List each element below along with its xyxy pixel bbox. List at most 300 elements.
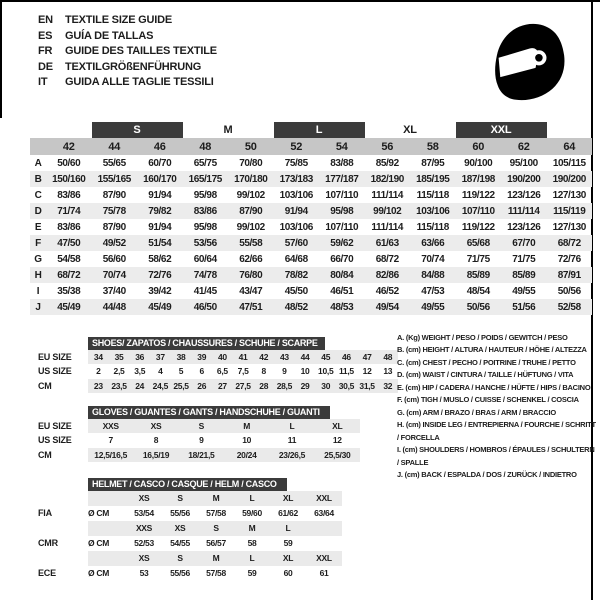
cell-value: 37/40 xyxy=(102,285,126,297)
cell-value: 2 xyxy=(96,366,101,377)
measurement-row-b xyxy=(30,171,592,187)
size-label: S xyxy=(177,493,183,503)
cell-value: 23/26,5 xyxy=(278,449,306,460)
cell-value: 60/64 xyxy=(193,253,217,265)
cell-value: 46/50 xyxy=(183,299,229,315)
cell-value: 95/100 xyxy=(509,157,538,169)
cell-value: 185/195 xyxy=(410,171,456,187)
cell-value: 78/82 xyxy=(274,267,320,283)
cell-value: 87/90 xyxy=(102,189,126,201)
cell-value: 60/70 xyxy=(148,157,172,169)
row-label: US SIZE xyxy=(38,366,72,377)
cell-value: 5 xyxy=(178,366,184,377)
helmet-icon-svg xyxy=(486,14,570,110)
cell-value: 45 xyxy=(321,352,331,362)
size-label: S xyxy=(213,523,219,533)
legend-item: J. (cm) BACK / ESPALDA / DOS / ZURÜCK / INDIETRO xyxy=(397,469,577,479)
cell-value: 44/48 xyxy=(92,299,138,315)
cell-value: 190/200 xyxy=(501,171,547,187)
cell-value: 83/86 xyxy=(57,189,81,201)
cell-value: 68/72 xyxy=(375,253,399,265)
cell-value: 45/49 xyxy=(46,299,92,315)
cell-value: 59/62 xyxy=(319,235,365,251)
size-label: XXS xyxy=(135,523,153,533)
cell-value: 54/58 xyxy=(57,253,81,265)
frame-top-border xyxy=(0,0,600,2)
row-label: CM xyxy=(38,449,52,460)
helmet-values-row-ece xyxy=(30,566,342,581)
unit-label: Ø CM xyxy=(88,538,109,548)
size-number: 62 xyxy=(501,138,547,155)
cell-value: 59/60 xyxy=(242,508,262,518)
standard-label: ECE xyxy=(38,568,56,578)
cell-value: 6 xyxy=(199,366,204,377)
cell-value: 54/55 xyxy=(170,538,190,548)
cell-value: 39/42 xyxy=(148,285,172,297)
cell-value: 37 xyxy=(155,352,165,362)
cell-value: 29 xyxy=(300,380,310,391)
cell-value: 36 xyxy=(135,352,145,362)
measurement-row-j xyxy=(30,299,592,315)
standard-label: FIA xyxy=(38,508,52,518)
cell-value: 105/115 xyxy=(552,157,586,169)
row-letter: J xyxy=(30,299,46,315)
measurement-legend xyxy=(397,332,597,481)
cell-value: 55/58 xyxy=(228,235,274,251)
cell-value: 43 xyxy=(279,352,289,362)
cell-value: 53/54 xyxy=(134,508,154,518)
cell-value: 190/200 xyxy=(547,171,593,187)
cell-value: 63/66 xyxy=(410,235,456,251)
cell-value: 61 xyxy=(319,568,329,578)
cell-value: XS xyxy=(150,421,162,431)
legend-item: A. (Kg) WEIGHT / PESO / POIDS / GEWITCH / PESO xyxy=(397,333,568,342)
size-number: 54 xyxy=(319,138,365,155)
cell-value: 50/60 xyxy=(57,157,81,169)
cell-value: 103/106 xyxy=(410,203,456,219)
measurement-row-f xyxy=(30,235,592,251)
size-number: 48 xyxy=(183,138,229,155)
cell-value: 119/122 xyxy=(461,189,495,201)
cell-value: 61/63 xyxy=(365,235,411,251)
helmet-size-labels xyxy=(88,521,342,536)
size-label: M xyxy=(248,523,256,533)
legend-item: B. (cm) HEIGHT / ALTURA / HAUTEUR / HÖHE / ALTEZZA xyxy=(397,345,587,355)
cell-value: 83/88 xyxy=(330,157,354,169)
size-number: 52 xyxy=(274,138,320,155)
cell-value: 182/190 xyxy=(365,171,411,187)
cell-value: 75/78 xyxy=(92,203,138,219)
size-label: L xyxy=(285,523,291,533)
cell-value: 170/180 xyxy=(228,171,274,187)
gloves-table-title: GLOVES / GUANTES / GANTS / HANDSCHUHE / GUANTI xyxy=(88,406,330,419)
row-letter: I xyxy=(36,285,40,297)
legend-item: D. (cm) WAIST / CINTURA / TAILLE / HÜFTUNG / VITA xyxy=(397,370,574,380)
language-row xyxy=(38,29,217,45)
row-letter: B xyxy=(30,171,46,187)
legend-item: H. (cm) INSIDE LEG / ENTREPIERNA / FOURCHE / SCHRITT / FORCELLA xyxy=(397,420,596,442)
size-label: XL xyxy=(282,553,294,563)
cell-value: 76/80 xyxy=(228,267,274,283)
cell-value: 115/119 xyxy=(547,203,593,219)
cell-value: 87/95 xyxy=(421,157,445,169)
size-row xyxy=(30,350,398,364)
cell-value: 59 xyxy=(283,538,293,548)
cell-value: 58 xyxy=(247,538,257,548)
legend-item: G. (cm) ARM / BRAZO / BRAS / ARM / BRACCIO xyxy=(397,407,556,417)
language-code: EN xyxy=(38,14,53,26)
standard-label: CMR xyxy=(38,538,58,548)
cell-value: 66/70 xyxy=(330,253,354,265)
helmet-table-title: HELMET / CASCO / CASQUE / HELM / CASCO xyxy=(88,478,287,491)
guide-title: TEXTILGRÖßENFÜHRUNG xyxy=(65,60,202,73)
helmet-size-labels xyxy=(88,491,342,506)
cell-value: 38 xyxy=(176,352,186,362)
cell-value: 60 xyxy=(283,568,293,578)
row-label: EU SIZE xyxy=(38,352,72,362)
size-group-m: M xyxy=(223,124,233,136)
cell-value: 11,5 xyxy=(338,366,354,377)
cell-value: 127/130 xyxy=(552,189,586,201)
cell-value: 10,5 xyxy=(318,366,334,377)
row-letter: C xyxy=(34,189,42,201)
cell-value: 160/170 xyxy=(137,171,183,187)
language-code: ES xyxy=(38,29,53,42)
cell-value: 7,5 xyxy=(237,366,249,377)
cell-value: 70/80 xyxy=(239,157,263,169)
size-label xyxy=(306,521,342,536)
size-label: XS xyxy=(174,523,186,533)
cell-value: 123/126 xyxy=(507,189,541,201)
language-code: FR xyxy=(38,45,53,58)
shoes-rows xyxy=(30,350,398,393)
legend-item: C. (cm) CHEST / PECHO / POITRINE / TRUHE / PETTO xyxy=(397,357,576,367)
cell-value: 56/60 xyxy=(102,253,126,265)
guide-title: GUIDA ALLE TAGLIE TESSILI xyxy=(65,76,214,89)
cell-value: 46/52 xyxy=(375,285,399,297)
cell-value: 52/53 xyxy=(134,538,154,548)
row-values xyxy=(88,419,360,433)
cell-value: 103/106 xyxy=(279,189,313,201)
cell-value: 95/98 xyxy=(319,203,365,219)
row-letter: G xyxy=(34,253,42,265)
helmet-values-row-fia xyxy=(30,506,342,521)
cell-value: 48/54 xyxy=(466,285,490,297)
cell-value: 50/56 xyxy=(456,299,502,315)
helmet-table xyxy=(30,478,342,581)
size-label: XXL xyxy=(316,493,332,503)
cell-value: M xyxy=(243,421,251,431)
guide-title: GUIDE DES TAILLES TEXTILE xyxy=(65,45,217,58)
cell-value: 65/75 xyxy=(193,157,217,169)
cell-value: 44 xyxy=(300,352,310,362)
cell-value: 90/100 xyxy=(464,157,493,169)
cell-value: 12 xyxy=(332,435,342,446)
row-values xyxy=(88,364,398,378)
row-letter: D xyxy=(30,203,46,219)
cell-value: 23 xyxy=(93,380,103,391)
cell-value: 41/45 xyxy=(193,285,217,297)
cell-value: 107/110 xyxy=(325,221,359,233)
size-group-s: S xyxy=(92,122,183,138)
legend-item: I. (cm) SHOULDERS / HOMBROS / ÉPAULES / SCHULTERN / SPALLE xyxy=(397,445,595,467)
cell-value: 13 xyxy=(383,366,393,377)
size-number: 44 xyxy=(92,138,138,155)
row-letter: H xyxy=(30,267,46,283)
numeric-size-row xyxy=(30,138,592,155)
cell-value: 68/72 xyxy=(46,267,92,283)
cell-value: 70/74 xyxy=(92,267,138,283)
size-group-xl: XL xyxy=(403,124,417,136)
shoes-table xyxy=(30,337,398,393)
cell-value: 71/75 xyxy=(512,253,536,265)
cell-value: 62/66 xyxy=(239,253,263,265)
cell-value: 11 xyxy=(287,435,297,446)
size-group-row xyxy=(30,122,592,138)
row-letter: F xyxy=(30,235,46,251)
row-letter: E xyxy=(34,221,42,233)
row-values xyxy=(88,350,398,364)
size-row xyxy=(30,364,398,378)
cell-value: 45/49 xyxy=(137,299,183,315)
cell-value: 99/102 xyxy=(365,203,411,219)
cell-value: 12,5/16,5 xyxy=(94,449,128,460)
cell-value: 9 xyxy=(199,435,204,446)
cell-value: 115/118 xyxy=(416,221,449,233)
helmet-size-label-row xyxy=(30,551,342,566)
cell-value: 41 xyxy=(238,352,248,362)
cell-value: 72/76 xyxy=(137,267,183,283)
size-label: S xyxy=(177,553,183,563)
cell-value: 2,5 xyxy=(113,366,125,377)
cell-value: 95/98 xyxy=(193,221,217,233)
cell-value: 40 xyxy=(217,352,227,362)
gloves-table xyxy=(30,406,360,462)
cell-value: 91/94 xyxy=(274,203,320,219)
cell-value: 84/88 xyxy=(410,267,456,283)
size-group-l: L xyxy=(274,122,365,138)
measurement-row-g xyxy=(30,251,592,267)
cell-value: 3,5 xyxy=(134,366,146,377)
cell-value: 107/110 xyxy=(456,203,502,219)
cell-value: 47 xyxy=(362,352,372,362)
measurement-row-h xyxy=(30,267,592,283)
cell-value: 165/175 xyxy=(183,171,229,187)
cell-value: 8 xyxy=(261,366,266,377)
cell-value: 79/82 xyxy=(137,203,183,219)
cell-value: 46/51 xyxy=(330,285,354,297)
cell-value: 31,5 xyxy=(359,380,375,391)
cell-value: 49/55 xyxy=(410,299,456,315)
size-group-xxl: XXL xyxy=(456,122,547,138)
cell-value: 115/118 xyxy=(416,189,449,201)
size-row xyxy=(30,448,360,462)
size-number: 50 xyxy=(228,138,274,155)
measurement-row-i xyxy=(30,283,592,299)
cell-value: 57/58 xyxy=(206,568,226,578)
cell-value: 82/86 xyxy=(365,267,411,283)
row-values xyxy=(88,448,360,462)
size-label: XL xyxy=(282,493,294,503)
cell-value: 28,5 xyxy=(276,380,293,391)
cell-value: 87/90 xyxy=(228,203,274,219)
cell-value: 53/56 xyxy=(183,235,229,251)
cell-value: 27,5 xyxy=(235,380,251,391)
cell-value: 91/94 xyxy=(148,189,172,201)
cell-value: 49/52 xyxy=(92,235,138,251)
row-label: EU SIZE xyxy=(38,421,72,431)
size-number: 64 xyxy=(547,138,593,155)
cell-value: 26 xyxy=(197,380,207,391)
cell-value: 83/86 xyxy=(57,221,81,233)
row-label: CM xyxy=(38,380,52,391)
measurement-row-c xyxy=(30,187,592,203)
cell-value: 24,5 xyxy=(152,380,169,391)
cell-value: 111/114 xyxy=(501,203,547,219)
shoes-table-title: SHOES/ ZAPATOS / CHAUSSURES / SCHUHE / SCARPE xyxy=(88,337,325,350)
cell-value: XL xyxy=(332,421,343,431)
legend-item: F. (cm) TIGH / MUSLO / CUISSE / SCHENKEL / COSCIA xyxy=(397,395,579,405)
cell-value: 68/72 xyxy=(547,235,593,251)
cell-value: 127/130 xyxy=(552,221,586,233)
cell-value: 30 xyxy=(321,380,331,391)
size-number: 42 xyxy=(46,138,92,155)
language-row xyxy=(38,13,217,29)
cell-value: 32 xyxy=(383,380,393,391)
legend-item: E. (cm) HIP / CADERA / HANCHE / HÜFTE / HIPS / BACINO xyxy=(397,382,591,392)
cell-value: 47/51 xyxy=(228,299,274,315)
cell-value: 23,5 xyxy=(111,380,127,391)
size-label: XXL xyxy=(316,553,332,563)
cell-value: 45/50 xyxy=(284,285,308,297)
cell-value: 9 xyxy=(282,366,287,377)
cell-value: 28 xyxy=(259,380,269,391)
cell-value: 48/53 xyxy=(319,299,365,315)
cell-value: 7 xyxy=(108,435,113,446)
cell-value: 80/84 xyxy=(319,267,365,283)
cell-value: 87/90 xyxy=(102,221,126,233)
language-code: IT xyxy=(38,76,48,89)
cell-value: 10 xyxy=(300,366,310,377)
helmet-values xyxy=(88,566,342,581)
cell-value: 55/56 xyxy=(170,508,190,518)
size-number: 58 xyxy=(410,138,456,155)
cell-value: 30,5 xyxy=(338,380,355,391)
guide-title: GUÍA DE TALLAS xyxy=(65,29,154,42)
language-row xyxy=(38,75,217,91)
cell-value: L xyxy=(289,421,295,431)
cell-value: 48 xyxy=(383,352,393,362)
cell-value: 25,5/30 xyxy=(324,449,351,460)
cell-value: 75/85 xyxy=(284,157,308,169)
cell-value xyxy=(306,536,342,551)
cell-value: S xyxy=(198,421,204,431)
cell-value: 46 xyxy=(341,352,351,362)
cell-value: 4 xyxy=(158,366,163,377)
helmet-values xyxy=(88,506,342,521)
cell-value: 85/89 xyxy=(456,267,502,283)
row-letter: A xyxy=(34,157,42,169)
cell-value: 12 xyxy=(362,366,372,377)
cell-value: 61/62 xyxy=(278,508,298,518)
cell-value: 71/74 xyxy=(46,203,92,219)
frame-left-border xyxy=(0,0,2,118)
measurement-row-d xyxy=(30,203,592,219)
cell-value: 27 xyxy=(217,380,227,391)
cell-value: 71/75 xyxy=(466,253,490,265)
helmet-size-labels xyxy=(88,551,342,566)
cell-value: 52/58 xyxy=(547,299,593,315)
unit-label: Ø CM xyxy=(88,568,109,578)
size-label: M xyxy=(212,553,220,563)
helmet-rows xyxy=(30,491,342,581)
cell-value: 51/54 xyxy=(137,235,183,251)
row-values xyxy=(88,379,398,393)
cell-value: 74/78 xyxy=(183,267,229,283)
language-titles xyxy=(38,13,217,91)
size-label: XS xyxy=(138,493,150,503)
cell-value: 85/89 xyxy=(501,267,547,283)
cell-value: 34 xyxy=(93,352,103,362)
cell-value: 187/198 xyxy=(456,171,502,187)
cell-value: 56/57 xyxy=(206,538,226,548)
cell-value: 103/106 xyxy=(279,221,313,233)
measurement-row-a xyxy=(30,155,592,171)
cell-value: 47/50 xyxy=(46,235,92,251)
row-values xyxy=(88,433,360,447)
cell-value: 63/64 xyxy=(314,508,334,518)
cell-value: 16,5/19 xyxy=(142,449,170,460)
guide-title: TEXTILE SIZE GUIDE xyxy=(65,14,173,26)
cell-value: 65/68 xyxy=(456,235,502,251)
cell-value: 150/160 xyxy=(46,171,92,187)
cell-value: 35 xyxy=(114,352,124,362)
size-row xyxy=(30,419,360,433)
helmet-values-row-cmr xyxy=(30,536,342,551)
cell-value: XXS xyxy=(102,421,119,431)
helmet-icon xyxy=(486,14,570,110)
cell-value: 50/56 xyxy=(557,285,581,297)
cell-value: 6,5 xyxy=(216,366,228,377)
cell-value: 111/114 xyxy=(371,189,404,201)
cell-value: 67/70 xyxy=(501,235,547,251)
cell-value: 177/187 xyxy=(319,171,365,187)
cell-value: 35/38 xyxy=(57,285,81,297)
cell-value: 72/76 xyxy=(557,253,581,265)
cell-value: 57/60 xyxy=(274,235,320,251)
cell-value: 58/62 xyxy=(148,253,172,265)
cell-value: 55/65 xyxy=(102,157,126,169)
helmet-values xyxy=(88,536,342,551)
size-label: XS xyxy=(138,553,150,563)
cell-value: 42 xyxy=(259,352,269,362)
cell-value: 51/56 xyxy=(501,299,547,315)
cell-value: 43/47 xyxy=(239,285,263,297)
cell-value: 119/122 xyxy=(461,221,495,233)
measurement-row-e xyxy=(30,219,592,235)
row-label: US SIZE xyxy=(38,435,72,446)
language-row xyxy=(38,44,217,60)
helmet-size-label-row xyxy=(30,521,342,536)
size-row xyxy=(30,433,360,447)
cell-value: 70/74 xyxy=(421,253,445,265)
size-label: L xyxy=(249,493,255,503)
cell-value: 8 xyxy=(153,435,159,446)
cell-value: 53 xyxy=(139,568,149,578)
size-number: 60 xyxy=(456,138,502,155)
cell-value: 55/56 xyxy=(170,568,190,578)
size-number: 46 xyxy=(137,138,183,155)
